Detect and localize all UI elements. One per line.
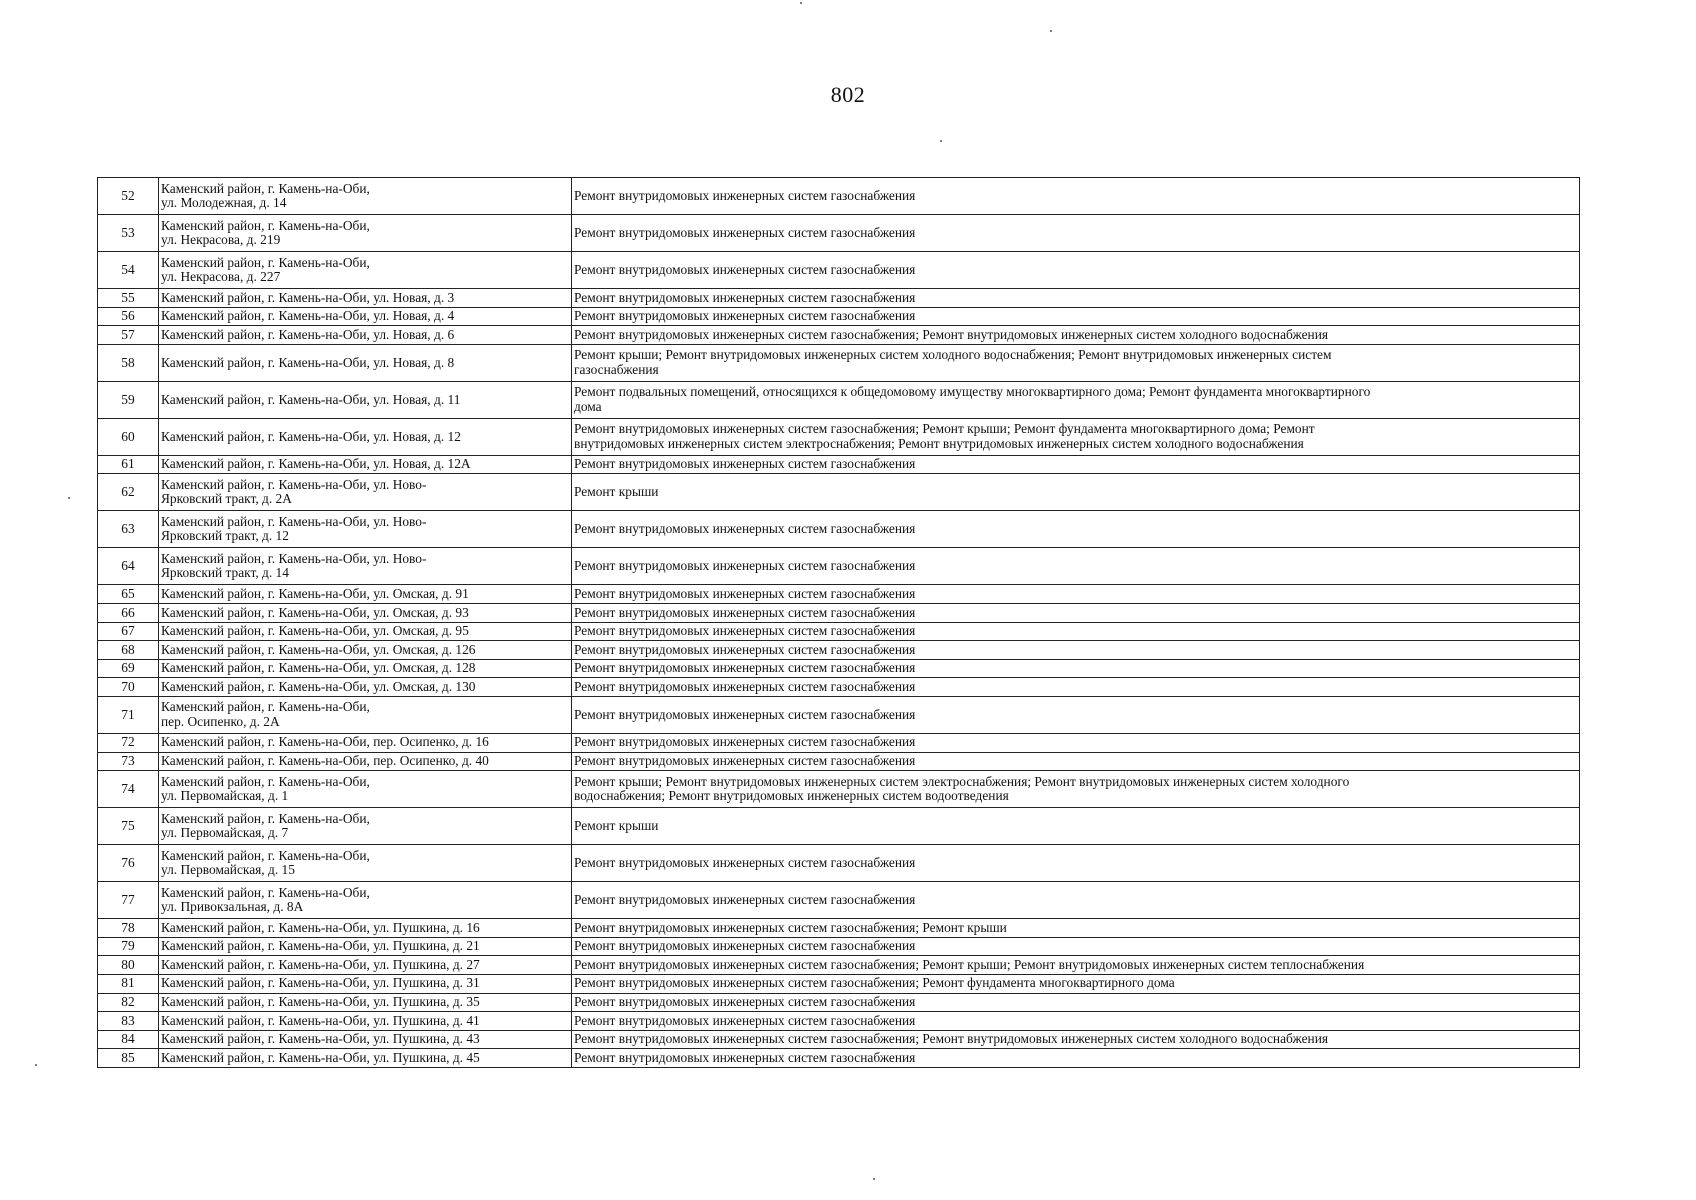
address-line: Каменский район, г. Камень-на-Оби, ул. Пушкина, д. 43 [161,1031,480,1047]
work-line: Ремонт крыши; Ремонт внутридомовых инженерных систем холодного водоснабжения; Ремонт внутридомовых инженерных систем [574,347,1332,363]
row-number: 74 [98,771,159,808]
row-number: 65 [98,585,159,604]
address-line: Каменский район, г. Камень-на-Оби, ул. Пушкина, д. 41 [161,1012,480,1028]
row-number: 81 [98,974,159,993]
work-line: Ремонт внутридомовых инженерных систем газоснабжения [574,623,916,639]
address-cell [159,937,572,956]
address-cell [159,307,572,326]
work-line: Ремонт внутридомовых инженерных систем газоснабжения; Ремонт внутридомовых инженерных систем холодного водоснабжения [574,326,1329,342]
table-row [98,548,1580,585]
table-row [98,585,1580,604]
work-cell [572,289,1580,308]
address-line: Каменский район, г. Камень-на-Оби, ул. Пушкина, д. 35 [161,994,480,1010]
address-line: Каменский район, г. Камень-на-Оби, ул. Омская, д. 91 [161,585,469,601]
address-line: Каменский район, г. Камень-на-Оби, [161,180,370,196]
address-cell [159,548,572,585]
address-cell [159,956,572,975]
address-line: Ярковский тракт, д. 2А [161,491,292,507]
work-line: Ремонт внутридомовых инженерных систем газоснабжения [574,660,916,676]
work-cell [572,1012,1580,1031]
row-number: 75 [98,808,159,845]
address-line: ул. Первомайская, д. 7 [161,825,289,841]
row-number: 58 [98,344,159,381]
work-cell [572,215,1580,252]
address-cell [159,845,572,882]
work-line: водоснабжения; Ремонт внутридомовых инженерных систем водоотведения [574,788,1009,804]
address-line: Каменский район, г. Камень-на-Оби, ул. Омская, д. 93 [161,604,469,620]
address-line: ул. Молодежная, д. 14 [161,195,287,210]
address-line: Каменский район, г. Камень-на-Оби, пер. Осипенко, д. 40 [161,753,489,769]
address-cell [159,1012,572,1031]
work-cell [572,771,1580,808]
address-cell [159,252,572,289]
address-line: Каменский район, г. Камень-на-Оби, ул. Новая, д. 11 [161,391,461,407]
table-row [98,381,1580,418]
row-number: 71 [98,696,159,733]
table-row [98,808,1580,845]
table-row [98,733,1580,752]
address-line: Каменский район, г. Камень-на-Оби, пер. Осипенко, д. 16 [161,734,489,750]
address-line: Каменский район, г. Камень-на-Оби, ул. Новая, д. 12А [161,456,471,472]
work-line: Ремонт внутридомовых инженерных систем газоснабжения; Ремонт крыши; Ремонт фундамента многоквартирного дома; Ремонт [574,421,1315,437]
work-line: Ремонт внутридомовых инженерных систем газоснабжения [574,678,916,694]
work-cell [572,696,1580,733]
row-number: 57 [98,326,159,345]
address-cell [159,1049,572,1068]
table-row [98,1030,1580,1049]
row-number: 60 [98,418,159,455]
table-row [98,603,1580,622]
work-cell [572,326,1580,345]
work-cell [572,641,1580,660]
row-number: 55 [98,289,159,308]
work-line: Ремонт крыши [574,484,659,500]
row-number: 52 [98,178,159,215]
address-cell [159,326,572,345]
work-cell [572,474,1580,511]
work-cell [572,1049,1580,1068]
work-line: Ремонт внутридомовых инженерных систем газоснабжения; Ремонт крыши; Ремонт внутридомовых инженерных систем теплоснабжения [574,956,1365,972]
work-cell [572,956,1580,975]
address-line: Каменский район, г. Камень-на-Оби, ул. Омская, д. 95 [161,623,469,639]
table-row [98,252,1580,289]
table-row [98,845,1580,882]
work-line: Ремонт крыши [574,817,659,833]
address-line: ул. Некрасова, д. 219 [161,232,281,247]
address-line: Ярковский тракт, д. 12 [161,528,289,544]
work-line: Ремонт внутридомовых инженерных систем газоснабжения [574,224,916,240]
row-number: 85 [98,1049,159,1068]
address-line: пер. Осипенко, д. 2А [161,713,280,729]
work-line: Ремонт внутридомовых инженерных систем газоснабжения [574,994,916,1010]
work-line: Ремонт внутридомовых инженерных систем газоснабжения [574,734,916,750]
table-row [98,678,1580,697]
address-cell [159,733,572,752]
work-line: Ремонт внутридомовых инженерных систем газоснабжения [574,456,916,472]
address-line: ул. Первомайская, д. 1 [161,788,289,804]
work-cell [572,178,1580,215]
table-row [98,215,1580,252]
table-row [98,956,1580,975]
row-number: 63 [98,511,159,548]
table-row [98,641,1580,660]
work-cell [572,659,1580,678]
address-cell [159,659,572,678]
work-cell [572,252,1580,289]
row-number: 64 [98,548,159,585]
address-line: Каменский район, г. Камень-на-Оби, [161,884,370,900]
work-line: Ремонт внутридомовых инженерных систем газоснабжения [574,308,916,324]
address-line: Каменский район, г. Камень-на-Оби, ул. Новая, д. 3 [161,289,455,305]
table-row [98,771,1580,808]
address-cell [159,771,572,808]
address-line: Каменский район, г. Камень-на-Оби, [161,699,370,715]
row-number: 61 [98,455,159,474]
work-line: Ремонт внутридомовых инженерных систем газоснабжения [574,521,916,537]
work-line: газоснабжения [574,361,659,377]
work-cell [572,752,1580,771]
address-cell [159,752,572,771]
table-row [98,289,1580,308]
row-number: 80 [98,956,159,975]
work-cell [572,882,1580,919]
row-number: 66 [98,603,159,622]
row-number: 62 [98,474,159,511]
address-line: Каменский район, г. Камень-на-Оби, ул. Пушкина, д. 27 [161,956,480,972]
address-cell [159,882,572,919]
work-cell [572,678,1580,697]
address-cell [159,418,572,455]
work-line: Ремонт подвальных помещений, относящихся к общедомовому имуществу многоквартирного дома; Ремонт фундамента многоквартирного [574,384,1371,400]
row-number: 70 [98,678,159,697]
row-number: 78 [98,919,159,938]
row-number: 82 [98,993,159,1012]
table-row [98,307,1580,326]
work-line: Ремонт внутридомовых инженерных систем газоснабжения [574,261,916,277]
row-number: 79 [98,937,159,956]
work-line: внутридомовых инженерных систем электроснабжения; Ремонт внутридомовых инженерных систем холодного водоснабжения [574,435,1304,451]
work-cell [572,418,1580,455]
address-line: Каменский район, г. Камень-на-Оби, ул. Пушкина, д. 21 [161,938,480,954]
work-cell [572,307,1580,326]
row-number: 56 [98,307,159,326]
work-cell [572,919,1580,938]
address-cell [159,622,572,641]
work-cell [572,548,1580,585]
work-cell [572,381,1580,418]
table-row [98,511,1580,548]
row-number: 76 [98,845,159,882]
address-line: Каменский район, г. Камень-на-Оби, ул. Новая, д. 4 [161,308,455,324]
table-row [98,1049,1580,1068]
address-cell [159,178,572,215]
work-line: Ремонт внутридомовых инженерных систем газоснабжения [574,891,916,907]
address-cell [159,585,572,604]
work-cell [572,455,1580,474]
row-number: 53 [98,215,159,252]
work-line: Ремонт внутридомовых инженерных систем газоснабжения [574,641,916,657]
work-line: Ремонт внутридомовых инженерных систем газоснабжения [574,187,916,203]
work-cell [572,344,1580,381]
address-cell [159,381,572,418]
address-line: Каменский район, г. Камень-на-Оби, ул. Ново- [161,513,427,529]
row-number: 54 [98,252,159,289]
work-line: Ремонт внутридомовых инженерных систем газоснабжения [574,706,916,722]
table-row [98,474,1580,511]
work-line: Ремонт внутридомовых инженерных систем газоснабжения [574,938,916,954]
address-line: Каменский район, г. Камень-на-Оби, [161,217,370,233]
address-line: Каменский район, г. Камень-на-Оби, ул. Ново- [161,476,427,492]
work-line: Ремонт внутридомовых инженерных систем газоснабжения; Ремонт внутридомовых инженерных систем холодного водоснабжения [574,1031,1329,1047]
address-line: Каменский район, г. Камень-на-Оби, ул. Омская, д. 128 [161,660,476,676]
work-cell [572,937,1580,956]
address-line: Каменский район, г. Камень-на-Оби, [161,254,370,270]
address-cell [159,289,572,308]
work-line: Ремонт внутридомовых инженерных систем газоснабжения [574,289,916,305]
work-line: Ремонт внутридомовых инженерных систем газоснабжения [574,604,916,620]
address-cell [159,808,572,845]
address-cell [159,974,572,993]
table-row [98,344,1580,381]
address-line: Каменский район, г. Камень-на-Оби, ул. Пушкина, д. 16 [161,919,480,935]
scan-speck [35,1064,37,1066]
address-cell [159,641,572,660]
address-cell [159,993,572,1012]
work-line: Ремонт внутридомовых инженерных систем газоснабжения [574,1049,916,1065]
address-cell [159,455,572,474]
table-row [98,937,1580,956]
work-line: Ремонт внутридомовых инженерных систем газоснабжения [574,854,916,870]
work-cell [572,974,1580,993]
address-line: Каменский район, г. Камень-на-Оби, ул. Пушкина, д. 45 [161,1049,480,1065]
table-row [98,974,1580,993]
works-table-body [98,178,1580,1068]
table-row [98,1012,1580,1031]
work-line: Ремонт крыши; Ремонт внутридомовых инженерных систем электроснабжения; Ремонт внутридомовых инженерных систем холодного [574,773,1350,789]
row-number: 84 [98,1030,159,1049]
table-row [98,622,1580,641]
address-cell [159,678,572,697]
works-table [97,177,1580,1068]
table-row [98,659,1580,678]
address-line: ул. Первомайская, д. 15 [161,862,295,878]
work-cell [572,808,1580,845]
address-line: Каменский район, г. Камень-на-Оби, ул. Новая, д. 6 [161,326,455,342]
work-cell [572,845,1580,882]
row-number: 59 [98,381,159,418]
scan-speck [940,140,942,142]
address-line: ул. Привокзальная, д. 8А [161,899,304,915]
table-row [98,882,1580,919]
address-cell [159,344,572,381]
address-cell [159,603,572,622]
work-line: Ремонт внутридомовых инженерных систем газоснабжения; Ремонт крыши [574,919,1007,935]
address-cell [159,215,572,252]
row-number: 67 [98,622,159,641]
address-line: Каменский район, г. Камень-на-Оби, ул. Пушкина, д. 31 [161,975,480,991]
table-row [98,178,1580,215]
work-line: дома [574,398,602,414]
address-cell [159,919,572,938]
address-line: Каменский район, г. Камень-на-Оби, [161,847,370,863]
page-number: 802 [830,82,866,107]
table-row [98,455,1580,474]
work-line: Ремонт внутридомовых инженерных систем газоснабжения; Ремонт фундамента многоквартирного дома [574,975,1175,991]
row-number: 77 [98,882,159,919]
row-number: 83 [98,1012,159,1031]
address-cell [159,696,572,733]
work-cell [572,1030,1580,1049]
address-line: Каменский район, г. Камень-на-Оби, ул. Омская, д. 130 [161,678,476,694]
address-line: Каменский район, г. Камень-на-Оби, [161,773,370,789]
address-line: Каменский район, г. Камень-на-Оби, ул. Ново- [161,550,427,566]
row-number: 69 [98,659,159,678]
work-cell [572,622,1580,641]
work-cell [572,993,1580,1012]
row-number: 72 [98,733,159,752]
work-line: Ремонт внутридомовых инженерных систем газоснабжения [574,1012,916,1028]
work-cell [572,733,1580,752]
address-line: Каменский район, г. Камень-на-Оби, ул. Новая, д. 8 [161,354,455,370]
work-line: Ремонт внутридомовых инженерных систем газоснабжения [574,753,916,769]
address-line: Каменский район, г. Камень-на-Оби, ул. Новая, д. 12 [161,428,461,444]
table-row [98,326,1580,345]
scan-speck [1050,30,1052,32]
address-cell [159,511,572,548]
work-cell [572,511,1580,548]
work-cell [572,585,1580,604]
work-cell [572,603,1580,622]
address-line: ул. Некрасова, д. 227 [161,269,281,284]
table-row [98,919,1580,938]
address-line: Каменский район, г. Камень-на-Оби, [161,810,370,826]
scan-speck [800,2,802,4]
address-line: Каменский район, г. Камень-на-Оби, ул. Омская, д. 126 [161,641,476,657]
address-line: Ярковский тракт, д. 14 [161,565,289,581]
work-line: Ремонт внутридомовых инженерных систем газоснабжения [574,585,916,601]
scan-speck [873,1178,875,1180]
table-row [98,993,1580,1012]
row-number: 68 [98,641,159,660]
row-number: 73 [98,752,159,771]
table-row [98,696,1580,733]
address-cell [159,1030,572,1049]
address-cell [159,474,572,511]
work-line: Ремонт внутридомовых инженерных систем газоснабжения [574,558,916,574]
scan-speck [68,497,70,499]
table-row [98,418,1580,455]
table-row [98,752,1580,771]
